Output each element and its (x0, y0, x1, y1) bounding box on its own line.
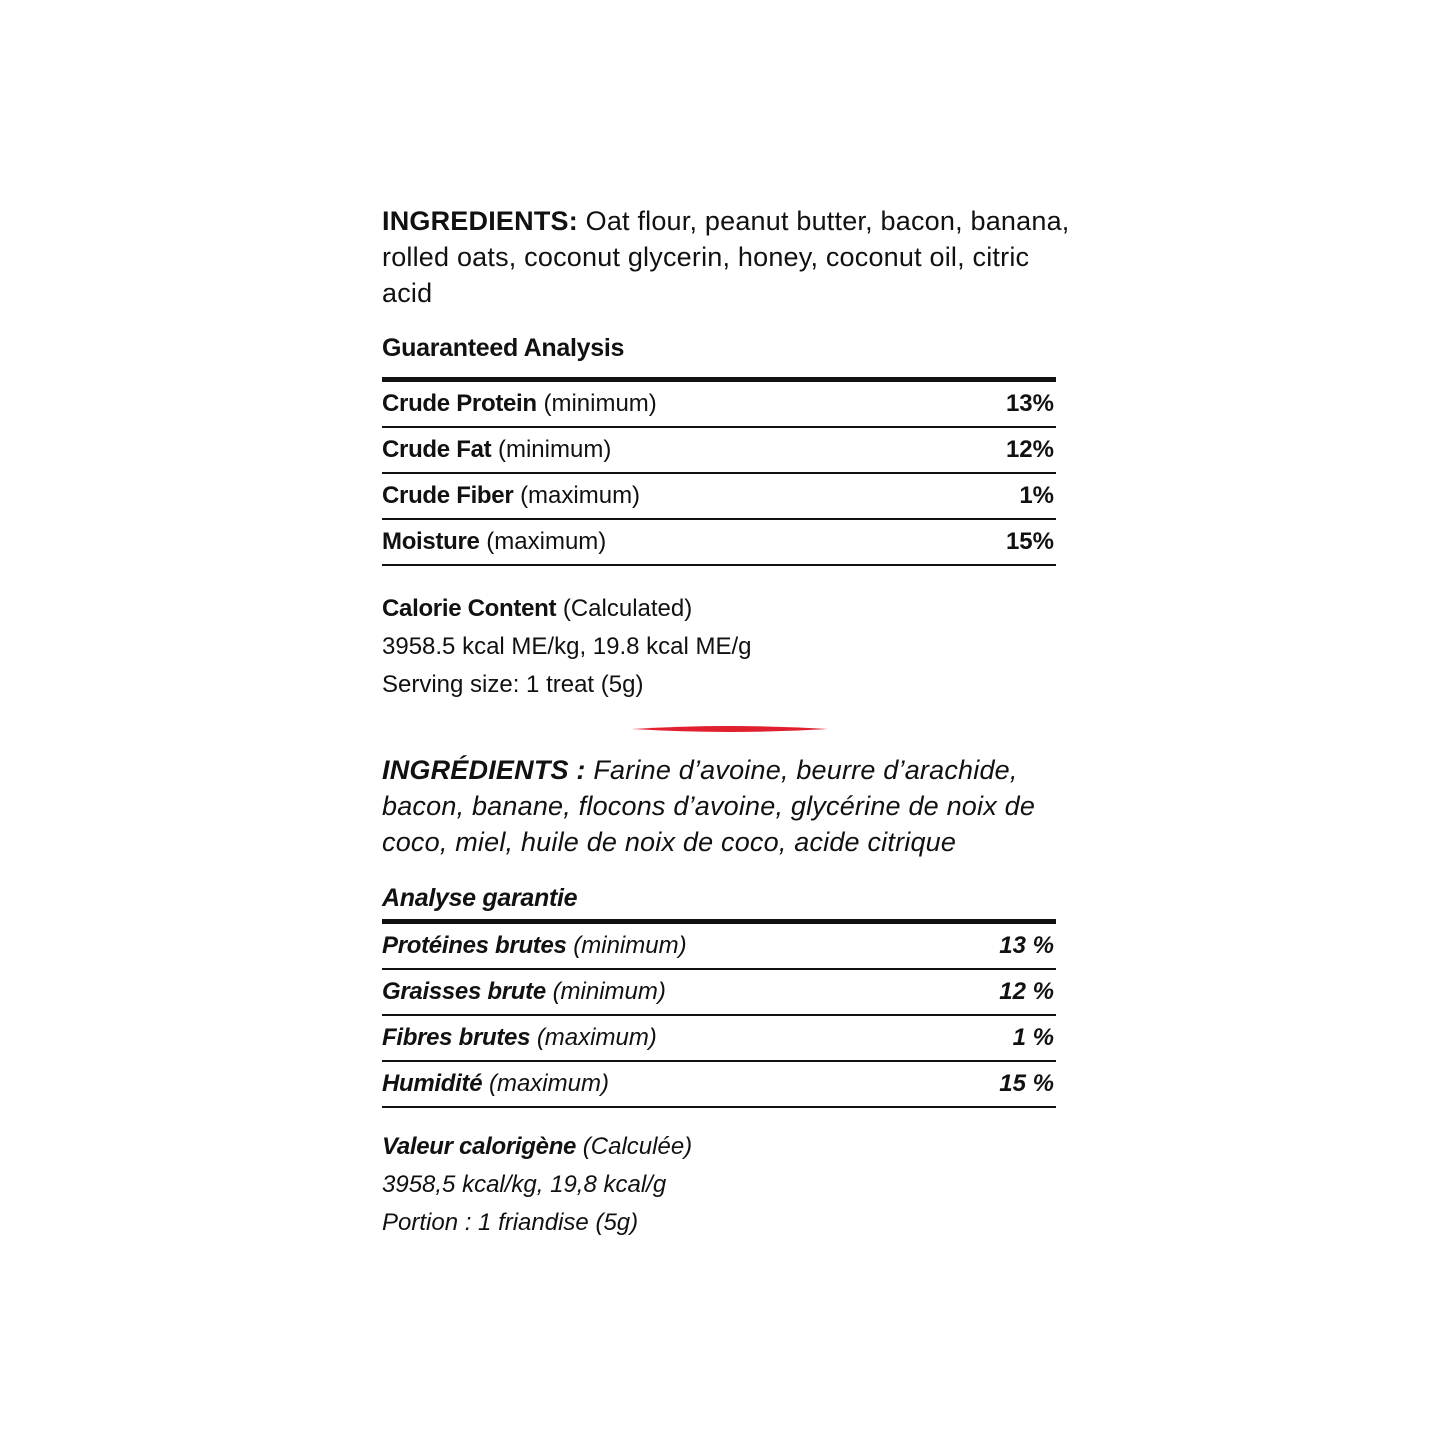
nutrient-name: Crude Protein (382, 390, 537, 417)
nutrient-value: 13 % (999, 932, 1054, 959)
nutrient-value: 15% (1005, 528, 1054, 555)
ga-table (382, 377, 1056, 566)
nutrient-name: Protéines brutes (382, 932, 567, 959)
table-row (382, 1062, 1056, 1108)
calorie-heading (382, 1128, 1072, 1166)
table-row (382, 1016, 1056, 1062)
nutrient-qualifier: (maximum) (536, 1024, 657, 1051)
ingredients-text: Oat flour, peanut butter, bacon, banana, rolled oats, coconut glycerin, honey, coconut oil, citric acid (382, 206, 1070, 308)
calorie-heading (382, 590, 1072, 628)
nutrient-name: Fibres brutes (382, 1024, 531, 1051)
nutrient-value: 1 % (1012, 1024, 1054, 1051)
guaranteed-analysis-en (382, 334, 1072, 566)
nutrient-name: Crude Fat (382, 436, 492, 463)
table-row (382, 520, 1056, 566)
ingredients-label: INGREDIENTS: (382, 206, 578, 236)
nutrient-name: Humidité (382, 1070, 483, 1097)
ingredients-en (382, 203, 1072, 311)
red-divider (632, 724, 828, 734)
ga-table (382, 919, 1056, 1108)
ingredients-text: Farine d’avoine, beurre d’arachide, bacon, banane, flocons d’avoine, glycérine de noix de coco, miel, huile de noix de coco, acide citrique (382, 755, 1036, 857)
nutrient-qualifier: (maximum) (520, 482, 641, 509)
nutrient-value: 12 % (999, 978, 1054, 1005)
nutrient-name: Moisture (382, 528, 480, 555)
calorie-qualifier: (Calculated) (562, 595, 693, 622)
calorie-label: Calorie Content (382, 595, 557, 622)
nutrient-name: Graisses brute (382, 978, 546, 1005)
calorie-value: 3958.5 kcal ME/kg, 19.8 kcal ME/g (382, 633, 752, 660)
guaranteed-analysis-fr (382, 884, 1072, 1108)
table-row (382, 924, 1056, 970)
nutrient-qualifier: (maximum) (488, 1070, 609, 1097)
nutrient-value: 12% (1005, 436, 1054, 463)
serving-size: Portion : 1 friandise (5g) (382, 1209, 639, 1236)
ga-title: Analyse garantie (382, 884, 578, 912)
nutrient-qualifier: (maximum) (486, 528, 607, 555)
nutrient-qualifier: (minimum) (543, 390, 657, 417)
table-row (382, 382, 1056, 428)
table-row (382, 428, 1056, 474)
calorie-qualifier: (Calculée) (582, 1133, 693, 1160)
calorie-label: Valeur calorigène (382, 1133, 577, 1160)
nutrient-value: 13% (1005, 390, 1054, 417)
french-section (382, 752, 1072, 860)
english-section (382, 203, 1072, 311)
ga-title: Guaranteed Analysis (382, 334, 625, 362)
nutrient-qualifier: (minimum) (573, 932, 687, 959)
nutrient-value: 15 % (999, 1070, 1054, 1097)
nutrient-name: Crude Fiber (382, 482, 514, 509)
nutrient-qualifier: (minimum) (497, 436, 612, 463)
serving-size: Serving size: 1 treat (5g) (382, 671, 644, 698)
ingredients-label: INGRÉDIENTS : (382, 755, 586, 785)
nutrient-qualifier: (minimum) (552, 978, 666, 1005)
calorie-content-fr (382, 1128, 1072, 1242)
nutrient-value: 1% (1019, 482, 1054, 509)
ingredients-fr (382, 752, 1072, 860)
calorie-value: 3958,5 kcal/kg, 19,8 kcal/g (382, 1171, 667, 1198)
table-row (382, 970, 1056, 1016)
calorie-content-en (382, 590, 1072, 704)
table-row (382, 474, 1056, 520)
